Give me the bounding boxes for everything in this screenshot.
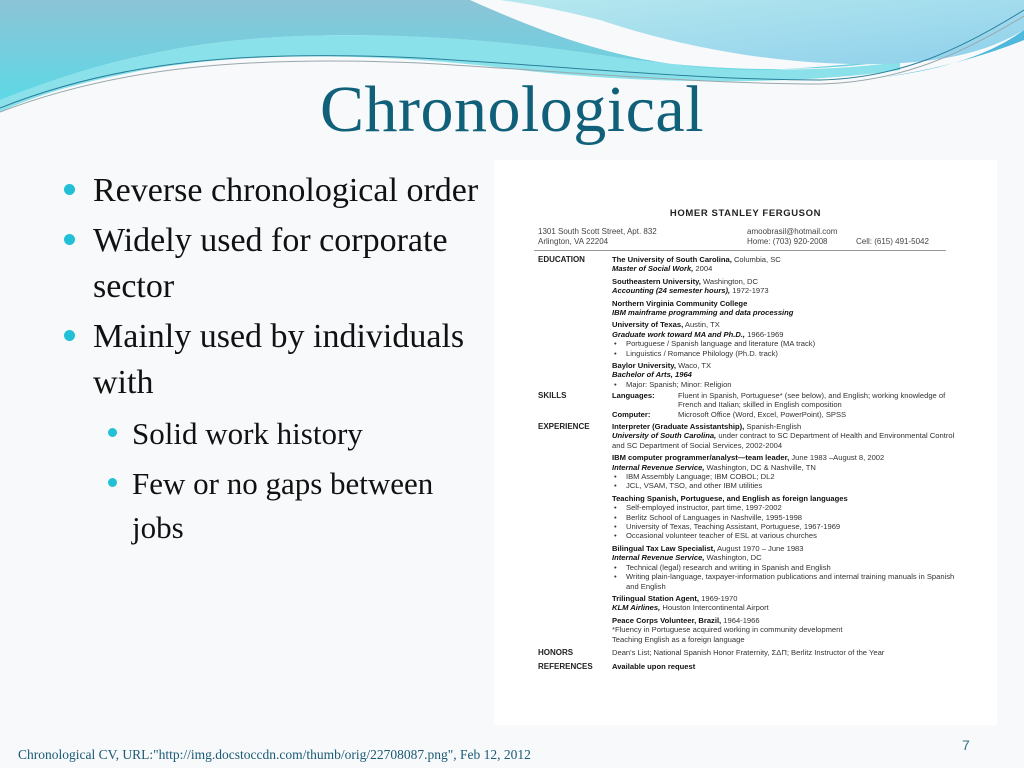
job-line: Teaching English as a foreign language: [612, 634, 745, 644]
bullet-dot-icon: [64, 234, 75, 245]
resume-divider: [534, 250, 946, 251]
bullet-list: [60, 168, 490, 550]
address-line: Arlington, VA 22204: [538, 237, 609, 246]
job-detail: Spanish-English: [744, 422, 802, 431]
sub-bullet-text: Solid work history: [132, 416, 363, 451]
job-org: Internal Revenue Service,: [612, 553, 705, 563]
job-bullet: • IBM Assembly Language; IBM COBOL; DL2: [612, 472, 957, 481]
job-detail: 1964-1966: [721, 615, 760, 625]
job-org: KLM Airlines,: [612, 603, 661, 613]
job-org-detail: Washington, DC & Nashville, TN: [704, 462, 816, 472]
skill-computer: [612, 410, 957, 419]
job-bullet: • University of Texas, Teaching Assistant, Portuguese, 1967-1969: [612, 522, 957, 531]
degree-year: 1972-1973: [730, 286, 769, 296]
skill-languages: [612, 391, 957, 410]
job-bullet: • Self-employed instructor, part time, 1997-2002: [612, 503, 957, 512]
degree: Bachelor of Arts, 1964: [612, 370, 692, 380]
job-detail: 1969-1970: [699, 593, 738, 603]
job-org-detail: Houston Intercontinental Airport: [660, 603, 769, 613]
education-detail: • Portuguese / Spanish language and literature (MA track): [612, 339, 957, 348]
education-detail: • Major: Spanish; Minor: Religion: [612, 380, 957, 389]
degree: IBM mainframe programming and data processing: [612, 308, 794, 318]
school-name: University of Texas,: [612, 320, 684, 330]
job-title: Bilingual Tax Law Specialist,: [612, 543, 716, 553]
slide-page-number: 7: [962, 737, 970, 753]
school-location: Washington, DC: [700, 276, 759, 286]
address-line: 1301 South Scott Street, Apt. 832: [538, 227, 657, 236]
email-text: amoobrasil@hotmail.com: [747, 227, 838, 236]
experience-entry: [612, 594, 957, 613]
experience-entry: [612, 494, 957, 541]
job-detail: August 1970 – June 1983: [715, 543, 804, 553]
degree-year: 2004: [693, 264, 713, 274]
honors-value: Dean's List; National Spanish Honor Fraternity, ΣΔΠ; Berlitz Instructor of the Year: [612, 648, 885, 657]
section-experience-label: EXPERIENCE: [538, 422, 590, 431]
experience-entry: [612, 616, 957, 644]
skill-label: Languages:: [612, 391, 655, 400]
resume-cell: Cell: (615) 491-5042: [856, 237, 929, 246]
bullet-text: Mainly used by individuals with: [93, 318, 465, 401]
job-title: Interpreter (Graduate Assistantship),: [612, 422, 745, 431]
job-title: Peace Corps Volunteer, Brazil,: [612, 615, 722, 625]
education-detail: • Linguistics / Romance Philology (Ph.D. track): [612, 349, 957, 358]
job-org: Internal Revenue Service,: [612, 462, 705, 472]
degree: Graduate work toward MA and Ph.D.,: [612, 329, 746, 339]
section-education-label: EDUCATION: [538, 255, 585, 264]
school-name: Southeastern University,: [612, 276, 701, 286]
job-org-detail: Washington, DC: [704, 553, 762, 563]
job-line: *Fluency in Portuguese acquired working in community development: [612, 625, 843, 635]
experience-entry: [612, 544, 957, 591]
school-location: Columbia, SC: [731, 255, 781, 264]
degree: Master of Social Work,: [612, 264, 694, 274]
skill-value: Fluent in Spanish, Portuguese* (see below), and English; working knowledge of French and Italian; skilled in English composition: [678, 391, 946, 410]
school-location: Waco, TX: [676, 361, 712, 371]
degree: Accounting (24 semester hours),: [612, 286, 731, 296]
bullet-dot-icon: [108, 428, 117, 437]
education-entry: [612, 361, 957, 389]
education-entry: [612, 277, 957, 296]
sub-bullet-item: [60, 412, 490, 456]
school-name: The University of South Carolina,: [612, 255, 732, 264]
references-value: Available upon request: [612, 662, 696, 671]
school-name: Northern Virginia Community College: [612, 298, 748, 308]
resume-address: [538, 227, 657, 247]
job-bullet: • Berlitz School of Languages in Nashville, 1995-1998: [612, 513, 957, 522]
education-entry: [612, 255, 957, 274]
job-title: Teaching Spanish, Portuguese, and English as foreign languages: [612, 493, 848, 503]
bullet-text: Reverse chronological order: [93, 172, 479, 209]
sub-bullet-text: Few or no gaps between jobs: [132, 466, 434, 545]
education-column: [612, 255, 957, 392]
job-detail: June 1983 –August 8, 2002: [789, 453, 885, 463]
experience-entry: [612, 453, 957, 491]
job-org-detail: under contract to SC Department of Health and Environmental Control and SC Department of Social Services, 2002-2004: [612, 431, 955, 450]
education-entry: [612, 299, 957, 318]
home-phone-text: Home: (703) 920-2008: [747, 237, 828, 246]
section-skills-label: SKILLS: [538, 391, 567, 400]
slide-title: Chronological: [319, 73, 705, 146]
bullet-item: [60, 168, 490, 214]
resume-email-phone: [747, 227, 837, 247]
job-bullet: • JCL, VSAM, TSO, and other IBM utilities: [612, 481, 957, 490]
job-bullet: • Occasional volunteer teacher of ESL at various churches: [612, 531, 957, 540]
bullet-text: Widely used for corporate sector: [93, 222, 448, 305]
school-location: Austin, TX: [683, 320, 720, 330]
section-references-label: REFERENCES: [538, 662, 593, 671]
job-title: Trilingual Station Agent,: [612, 593, 700, 603]
bullet-item: [60, 218, 490, 310]
degree-year: 1966-1969: [745, 329, 784, 339]
bullet-item: [60, 314, 490, 406]
school-name: Baylor University,: [612, 361, 677, 371]
bullet-dot-icon: [108, 478, 117, 487]
skill-value: Microsoft Office (Word, Excel, PowerPoint), SPSS: [678, 409, 847, 419]
experience-column: [612, 422, 957, 647]
slide-footer-citation: Chronological CV, URL:"http://img.docstoccdn.com/thumb/orig/22708087.png", Feb 12, 2012: [18, 747, 531, 762]
education-entry: [612, 320, 957, 358]
job-bullet: • Technical (legal) research and writing in Spanish and English: [612, 563, 957, 572]
sub-bullet-item: [60, 462, 490, 550]
job-title: IBM computer programmer/analyst—team leader,: [612, 453, 790, 463]
resume-image: [494, 160, 997, 725]
bullet-dot-icon: [64, 330, 75, 341]
section-honors-label: HONORS: [538, 648, 574, 657]
skills-column: [612, 391, 957, 419]
experience-entry: [612, 422, 957, 450]
bullet-dot-icon: [64, 184, 75, 195]
job-org: University of South Carolina,: [612, 431, 717, 441]
job-bullet: • Writing plain-language, taxpayer-information publications and internal training manuals in Spanish and English: [612, 572, 957, 591]
skill-label: Computer:: [612, 409, 651, 419]
resume-name: HOMER STANLEY FERGUSON: [669, 208, 822, 219]
